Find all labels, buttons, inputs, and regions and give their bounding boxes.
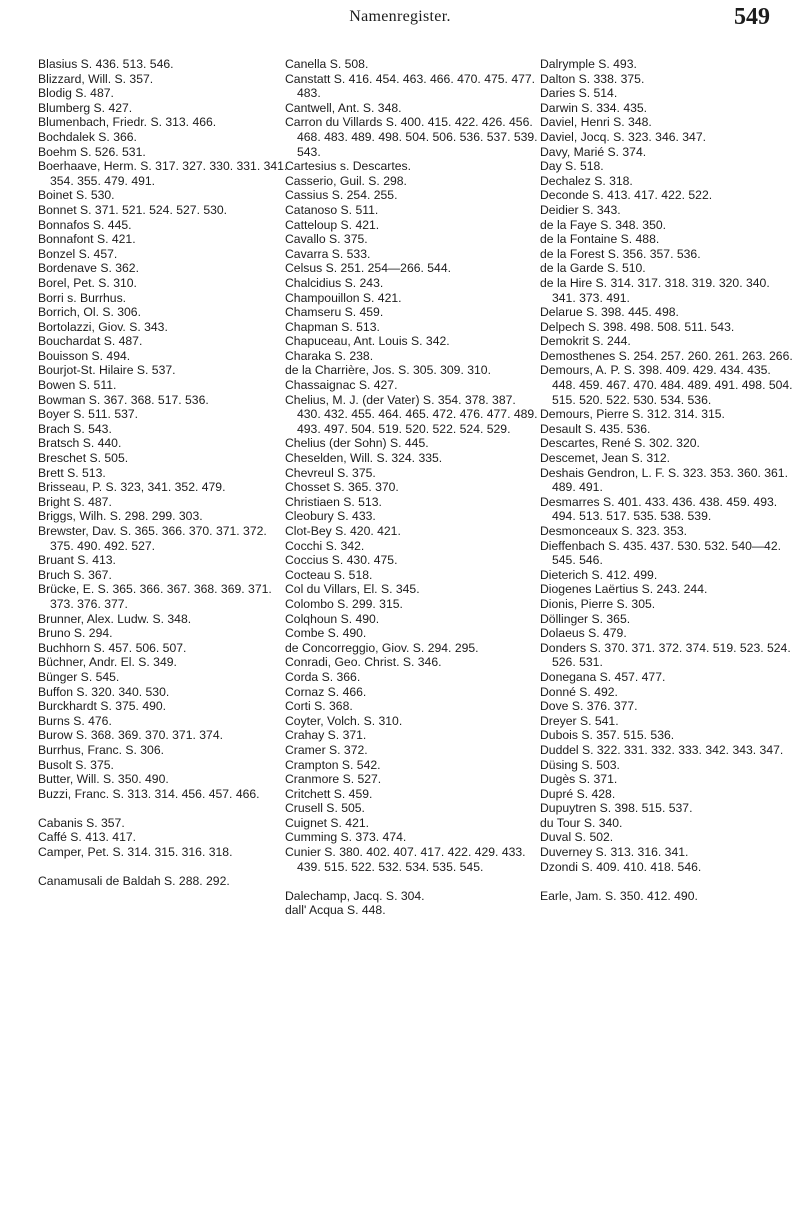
index-column-3 bbox=[540, 57, 795, 903]
index-entry: Coyter, Volch. S. 310. bbox=[285, 713, 403, 728]
index-entry: Bünger S. 545. bbox=[38, 669, 120, 684]
index-entry: Burrhus, Franc. S. 306. bbox=[38, 742, 164, 757]
index-entry: Catanoso S. 511. bbox=[285, 202, 379, 217]
index-entry: Daviel, Jocq. S. 323. 346. 347. bbox=[540, 129, 706, 144]
index-entry: Cranmore S. 527. bbox=[285, 772, 382, 787]
index-entry: Diogenes Laërtius S. 243. 244. bbox=[540, 582, 708, 597]
index-entry: Crusell S. 505. bbox=[285, 801, 365, 816]
index-entry: Earle, Jam. S. 350. 412. 490. bbox=[540, 888, 698, 903]
index-entry: Buchhorn S. 457. 506. 507. bbox=[38, 640, 187, 655]
index-entry: Buzzi, Franc. S. 313. 314. 456. 457. 466. bbox=[38, 786, 260, 801]
index-entry: Duval S. 502. bbox=[540, 830, 614, 845]
index-entry: Conradi, Geo. Christ. S. 346. bbox=[285, 655, 442, 670]
index-entry: Blumenbach, Friedr. S. 313. 466. bbox=[38, 115, 217, 130]
index-entry: Descartes, René S. 302. 320. bbox=[540, 436, 700, 451]
index-entry: Deshais Gendron, L. F. S. 323. 353. 360. 361. 489. 491. bbox=[540, 465, 788, 495]
index-entry: Delarue S. 398. 445. 498. bbox=[540, 305, 679, 320]
index-entry: Cavallo S. 375. bbox=[285, 232, 368, 247]
index-entry: Dionis, Pierre S. 305. bbox=[540, 596, 656, 611]
index-entry: Duddel S. 322. 331. 332. 333. 342. 343. 347. bbox=[540, 742, 784, 757]
index-entry: Bruant S. 413. bbox=[38, 553, 116, 568]
index-entry: Dalechamp, Jacq. S. 304. bbox=[285, 888, 425, 903]
index-entry: Critchett S. 459. bbox=[285, 786, 373, 801]
index-entry: de la Faye S. 348. 350. bbox=[540, 217, 667, 232]
index-entry: Duverney S. 313. 316. 341. bbox=[540, 845, 689, 860]
index-entry: Chosset S. 365. 370. bbox=[285, 480, 399, 495]
index-entry: Büchner, Andr. El. S. 349. bbox=[38, 655, 177, 670]
index-entry: Düsing S. 503. bbox=[540, 757, 620, 772]
index-entry: Brach S. 543. bbox=[38, 421, 112, 436]
index-entry: Cumming S. 373. 474. bbox=[285, 830, 407, 845]
index-entry: Bordenave S. 362. bbox=[38, 261, 139, 276]
index-entry: Bochdalek S. 366. bbox=[38, 129, 137, 144]
index-entry: Daviel, Henri S. 348. bbox=[540, 115, 652, 130]
index-entry: de la Forest S. 356. 357. 536. bbox=[540, 246, 701, 261]
index-entry: de la Hire S. 314. 317. 318. 319. 320. 340. 341. 373. 491. bbox=[540, 275, 770, 305]
index-entry: Deconde S. 413. 417. 422. 522. bbox=[540, 188, 713, 203]
index-entry: Dolaeus S. 479. bbox=[540, 626, 627, 641]
index-entry: Chassaignac S. 427. bbox=[285, 378, 398, 393]
index-entry: Cuignet S. 421. bbox=[285, 815, 370, 830]
index-entry: Demours, A. P. S. 398. 409. 429. 434. 435. 448. 459. 467. 470. 484. 489. 491. 498. 504. 515. 520. 522. 530. 534. 536. bbox=[540, 363, 793, 407]
index-entry: Cheselden, Will. S. 324. 335. bbox=[285, 451, 443, 466]
index-entry: Cartesius s. Descartes. bbox=[285, 159, 411, 174]
index-entry: Blumberg S. 427. bbox=[38, 100, 133, 115]
index-entry: Chamseru S. 459. bbox=[285, 305, 384, 320]
index-entry: Brett S. 513. bbox=[38, 465, 106, 480]
index-entry: Dove S. 376. 377. bbox=[540, 699, 638, 714]
index-entry: Daries S. 514. bbox=[540, 86, 618, 101]
index-entry: du Tour S. 340. bbox=[540, 815, 623, 830]
index-entry: Dechalez S. 318. bbox=[540, 173, 633, 188]
index-entry: Burckhardt S. 375. 490. bbox=[38, 699, 167, 714]
index-entry: Deidier S. 343. bbox=[540, 202, 621, 217]
index-entry: Breschet S. 505. bbox=[38, 451, 129, 466]
index-entry: Dupré S. 428. bbox=[540, 786, 616, 801]
index-entry: Chapuceau, Ant. Louis S. 342. bbox=[285, 334, 450, 349]
index-entry: Cleobury S. 433. bbox=[285, 509, 376, 524]
index-entry: Bright S. 487. bbox=[38, 494, 112, 509]
index-entry: Desmonceaux S. 323. 353. bbox=[540, 524, 688, 538]
index-entry: Burow S. 368. 369. 370. 371. 374. bbox=[38, 728, 223, 743]
index-entry: Bortolazzi, Giov. S. 343. bbox=[38, 319, 168, 334]
index-entry: Corti S. 368. bbox=[285, 699, 353, 714]
index-entry: Demokrit S. 244. bbox=[540, 334, 631, 349]
index-entry: Bowman S. 367. 368. 517. 536. bbox=[38, 392, 209, 407]
index-entry: Cassius S. 254. 255. bbox=[285, 188, 398, 203]
index-entry: Dieterich S. 412. 499. bbox=[540, 567, 658, 582]
index-entry: Descemet, Jean S. 312. bbox=[540, 451, 671, 466]
index-entry: Donné S. 492. bbox=[540, 684, 618, 699]
index-entry: Catteloup S. 421. bbox=[285, 217, 380, 232]
index-entry: Chalcidius S. 243. bbox=[285, 275, 384, 290]
index-entry: Casserio, Guil. S. 298. bbox=[285, 173, 407, 188]
index-entry: Camper, Pet. S. 314. 315. 316. 318. bbox=[38, 845, 233, 860]
index-entry: Blasius S. 436. 513. 546. bbox=[38, 57, 174, 71]
index-entry: Colqhoun S. 490. bbox=[285, 611, 380, 626]
index-entry: Chevreul S. 375. bbox=[285, 465, 376, 480]
index-entry: Busolt S. 375. bbox=[38, 757, 114, 772]
index-entry: Boinet S. 530. bbox=[38, 188, 115, 203]
index-entry: Desmarres S. 401. 433. 436. 438. 459. 493. 494. 513. 517. 535. 538. 539. bbox=[540, 494, 778, 524]
index-entry: Bonzel S. 457. bbox=[38, 246, 118, 261]
index-entry: Dieffenbach S. 435. 437. 530. 532. 540—42. 545. 546. bbox=[540, 538, 782, 568]
index-entry: Bouchardat S. 487. bbox=[38, 334, 143, 349]
index-entry: Darwin S. 334. 435. bbox=[540, 100, 648, 115]
index-entry: Borrich, Ol. S. 306. bbox=[38, 305, 141, 320]
index-entry: Donegana S. 457. 477. bbox=[540, 669, 666, 684]
index-entry: Brunner, Alex. Ludw. S. 348. bbox=[38, 611, 192, 626]
index-entry: Boyer S. 511. 537. bbox=[38, 407, 139, 422]
index-entry: Boehm S. 526. 531. bbox=[38, 144, 146, 159]
index-entry: Blodig S. 487. bbox=[38, 86, 114, 101]
index-entry: de Concorreggio, Giov. S. 294. 295. bbox=[285, 640, 479, 655]
index-entry: Cantwell, Ant. S. 348. bbox=[285, 100, 402, 115]
index-entry: de la Fontaine S. 488. bbox=[540, 232, 660, 247]
index-entry: Canella S. 508. bbox=[285, 57, 369, 71]
index-entry: Borri s. Burrhus. bbox=[38, 290, 127, 305]
index-entry: Chapman S. 513. bbox=[285, 319, 380, 334]
page-number: 549 bbox=[734, 4, 770, 30]
index-entry: Christiaen S. 513. bbox=[285, 494, 382, 509]
index-entry: Boerhaave, Herm. S. 317. 327. 330. 331. 341. 354. 355. 479. 491. bbox=[38, 159, 288, 188]
index-entry: Cramer S. 372. bbox=[285, 742, 368, 757]
index-entry: Carron du Villards S. 400. 415. 422. 426. 456. 468. 483. 489. 498. 504. 506. 536. 537. 539. 543. bbox=[285, 115, 538, 159]
index-entry: Dreyer S. 541. bbox=[540, 713, 619, 728]
index-entry: Day S. 518. bbox=[540, 159, 604, 174]
index-entry: Combe S. 490. bbox=[285, 626, 367, 641]
index-entry: Dalrymple S. 493. bbox=[540, 57, 637, 71]
index-entry: Champouillon S. 421. bbox=[285, 290, 402, 305]
index-entry: Canstatt S. 416. 454. 463. 466. 470. 475. 477. 483. bbox=[285, 71, 536, 101]
index-entry: Cocteau S. 518. bbox=[285, 567, 373, 582]
page-title: Namenregister. bbox=[349, 8, 451, 25]
index-entry: Bruch S. 367. bbox=[38, 567, 112, 582]
index-entry: Bonnafont S. 421. bbox=[38, 232, 136, 247]
index-entry: Charaka S. 238. bbox=[285, 348, 374, 363]
index-entry: Butter, Will. S. 350. 490. bbox=[38, 772, 169, 787]
index-entry: Chelius (der Sohn) S. 445. bbox=[285, 436, 429, 451]
index-entry: Celsus S. 251. 254—266. 544. bbox=[285, 261, 451, 276]
index-entry: Colombo S. 299. 315. bbox=[285, 596, 403, 611]
index-entry: Chelius, M. J. (der Vater) S. 354. 378. 387. 430. 432. 455. 464. 465. 472. 476. 477. 489. 493. 497. 504. 519. 520. 522. 524. 529. bbox=[285, 392, 538, 436]
index-entry: Delpech S. 398. 498. 508. 511. 543. bbox=[540, 319, 735, 334]
index-entry: Coccius S. 430. 475. bbox=[285, 553, 398, 568]
index-entry: Buffon S. 320. 340. 530. bbox=[38, 684, 170, 699]
index-entry: Cocchi S. 342. bbox=[285, 538, 365, 553]
index-entry: Bruno S. 294. bbox=[38, 626, 113, 641]
index-entry: Döllinger S. 365. bbox=[540, 611, 631, 626]
index-entry: Cavarra S. 533. bbox=[285, 246, 371, 261]
index-entry: Demours, Pierre S. 312. 314. 315. bbox=[540, 407, 725, 422]
index-entry: Demosthenes S. 254. 257. 260. 261. 263. 266. bbox=[540, 348, 793, 363]
index-entry: Dugès S. 371. bbox=[540, 772, 618, 787]
index-entry: Bratsch S. 440. bbox=[38, 436, 122, 451]
index-column-1 bbox=[38, 57, 293, 889]
index-entry: Brewster, Dav. S. 365. 366. 370. 371. 372. 375. 490. 492. 527. bbox=[38, 524, 267, 553]
index-entry: Desault S. 435. 536. bbox=[540, 421, 651, 436]
index-column-2 bbox=[285, 57, 540, 918]
index-entry: de la Charrière, Jos. S. 305. 309. 310. bbox=[285, 363, 491, 378]
index-entry: Corda S. 366. bbox=[285, 669, 361, 684]
index-entry: Cornaz S. 466. bbox=[285, 684, 367, 699]
index-entry: Dupuytren S. 398. 515. 537. bbox=[540, 801, 693, 816]
index-entry: Dubois S. 357. 515. 536. bbox=[540, 728, 675, 743]
index-entry: Cabanis S. 357. bbox=[38, 815, 125, 830]
index-entry: Davy, Marié S. 374. bbox=[540, 144, 647, 159]
index-entry: Bowen S. 511. bbox=[38, 378, 117, 393]
index-entry: Blizzard, Will. S. 357. bbox=[38, 71, 154, 86]
index-entry: de la Garde S. 510. bbox=[540, 261, 646, 276]
index-entry: Dzondi S. 409. 410. 418. 546. bbox=[540, 859, 702, 874]
index-entry: Col du Villars, El. S. 345. bbox=[285, 582, 420, 597]
index-entry: Clot-Bey S. 420. 421. bbox=[285, 524, 401, 538]
index-entry: Crahay S. 371. bbox=[285, 728, 367, 743]
index-entry: Brücke, E. S. 365. 366. 367. 368. 369. 371. 373. 376. 377. bbox=[38, 582, 272, 611]
index-entry: Canamusali de Baldah S. 288. 292. bbox=[38, 874, 230, 889]
index-entry: Caffé S. 413. 417. bbox=[38, 830, 137, 845]
index-entry: Bonnet S. 371. 521. 524. 527. 530. bbox=[38, 202, 228, 217]
index-entry: Cunier S. 380. 402. 407. 417. 422. 429. 433. 439. 515. 522. 532. 534. 535. 545. bbox=[285, 845, 526, 874]
index-entry: dall' Acqua S. 448. bbox=[285, 903, 386, 918]
index-entry: Bonnafos S. 445. bbox=[38, 217, 132, 232]
index-entry: Crampton S. 542. bbox=[285, 757, 381, 772]
index-entry: Dalton S. 338. 375. bbox=[540, 71, 645, 86]
index-entry: Briggs, Wilh. S. 298. 299. 303. bbox=[38, 509, 203, 524]
index-entry: Donders S. 370. 371. 372. 374. 519. 523. 524. 526. 531. bbox=[540, 640, 791, 670]
index-entry: Bouisson S. 494. bbox=[38, 348, 131, 363]
index-entry: Bourjot-St. Hilaire S. 537. bbox=[38, 363, 176, 378]
index-entry: Burns S. 476. bbox=[38, 713, 112, 728]
index-entry: Borel, Pet. S. 310. bbox=[38, 275, 137, 290]
index-entry: Brisseau, P. S. 323, 341. 352. 479. bbox=[38, 480, 226, 495]
